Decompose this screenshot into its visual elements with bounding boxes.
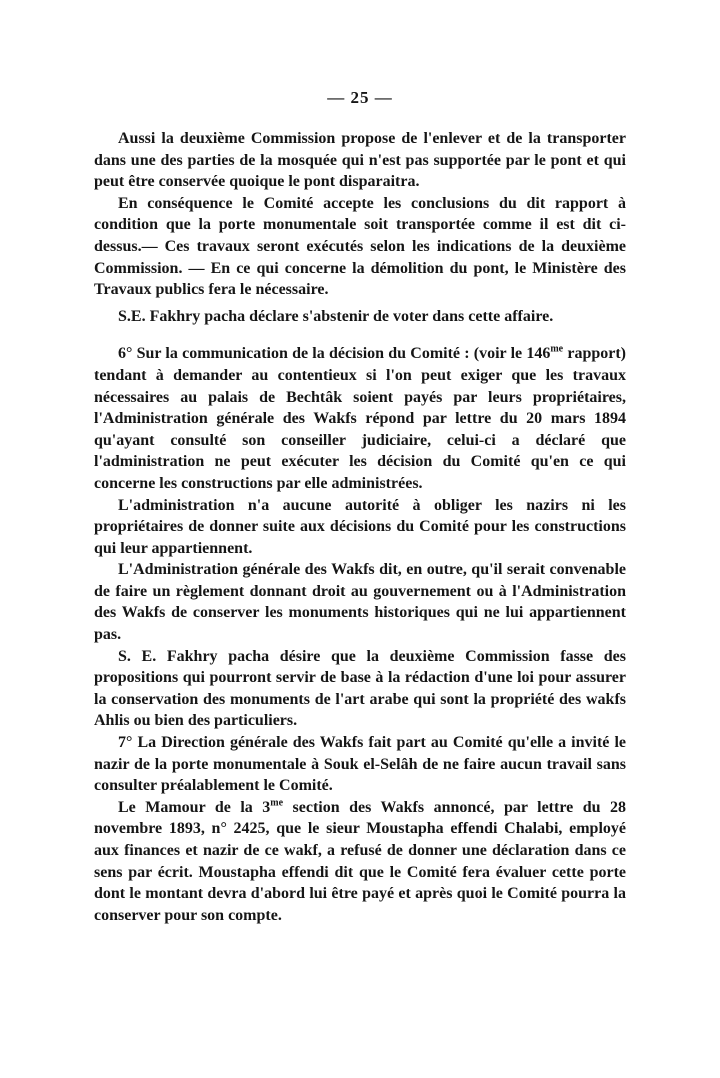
page-body	[94, 128, 626, 926]
superscript: me	[550, 344, 564, 356]
paragraph: Le Mamour de la $3^{me}$ section des Wakfs annoncé, par lettre du 28 novembre 1893, n° 2425, que le sieur Moustapha effendi Chalabi, employé aux finances et nazir de ce wakf, a refusé de donner une déclaration dans ce sens par écrit. Moustapha effendi dit que le Comité fera évaluer cette porte dont le montant devra d'abord lui être payé et après quoi le Comité pourra la conserver pour son compte.	[94, 797, 626, 924]
paragraph: En conséquence le Comité accepte les conclusions du dit rapport à condition que la porte monumentale soit transportée comme il est dit ci-dessus.— Ces travaux seront exécutés selon les indications de la deuxième Commission. — En ce qui concerne la démolition du pont, le Ministère des Travaux publics fera le nécessaire.	[94, 194, 626, 299]
superscript: me	[270, 797, 284, 809]
paragraph: L'administration n'a aucune autorité à obliger les nazirs ni les propriétaires de donner suite aux décisions du Comité pour les constructions qui leur appartiennent.	[94, 496, 626, 557]
paragraph: S.E. Fakhry pacha déclare s'abstenir de voter dans cette affaire.	[118, 307, 554, 325]
paragraph: 6° Sur la communication de la décision du Comité : (voir le $146^{me}$ rapport) tendant à demander au contentieux si l'on peut exiger que les travaux nécessaires au palais de Bechtâk soient payés par leurs propriétaires, l'Administration générale des Wakfs répond par lettre du 20 mars 1894 qu'ayant consulté son conseiller judiciaire, celui-ci a déclaré que l'administration ne peut exécuter les décision du Comité qu'en ce qui concerne les constructions par elle administrées.	[94, 344, 626, 492]
paragraph: S. E. Fakhry pacha désire que la deuxième Commission fasse des propositions qui pourront servir de base à la rédaction d'une loi pour assurer la conservation des monuments de l'art arabe qui sont la propriété des wakfs Ahlis ou bien des particuliers.	[94, 647, 626, 730]
paragraph: L'Administration générale des Wakfs dit, en outre, qu'il serait convenable de faire un règlement donnant droit au gouvernement ou à l'Administration des Wakfs de conserver les monuments historiques qui ne lui appartiennent pas.	[94, 561, 626, 644]
paragraph: 7° La Direction générale des Wakfs fait part au Comité qu'elle a invité le nazir de la porte monumentale à Souk el-Selâh de ne faire aucun travail sans consulter préalablement le Comité.	[94, 734, 626, 795]
paragraph: Aussi la deuxième Commission propose de l'enlever et de la transporter dans une des parties de la mosquée qui n'est pas supportée par le pont et qui peut être conservée quoique le pont disparaitra.	[94, 130, 626, 191]
page-number: — 25 —	[327, 88, 393, 107]
